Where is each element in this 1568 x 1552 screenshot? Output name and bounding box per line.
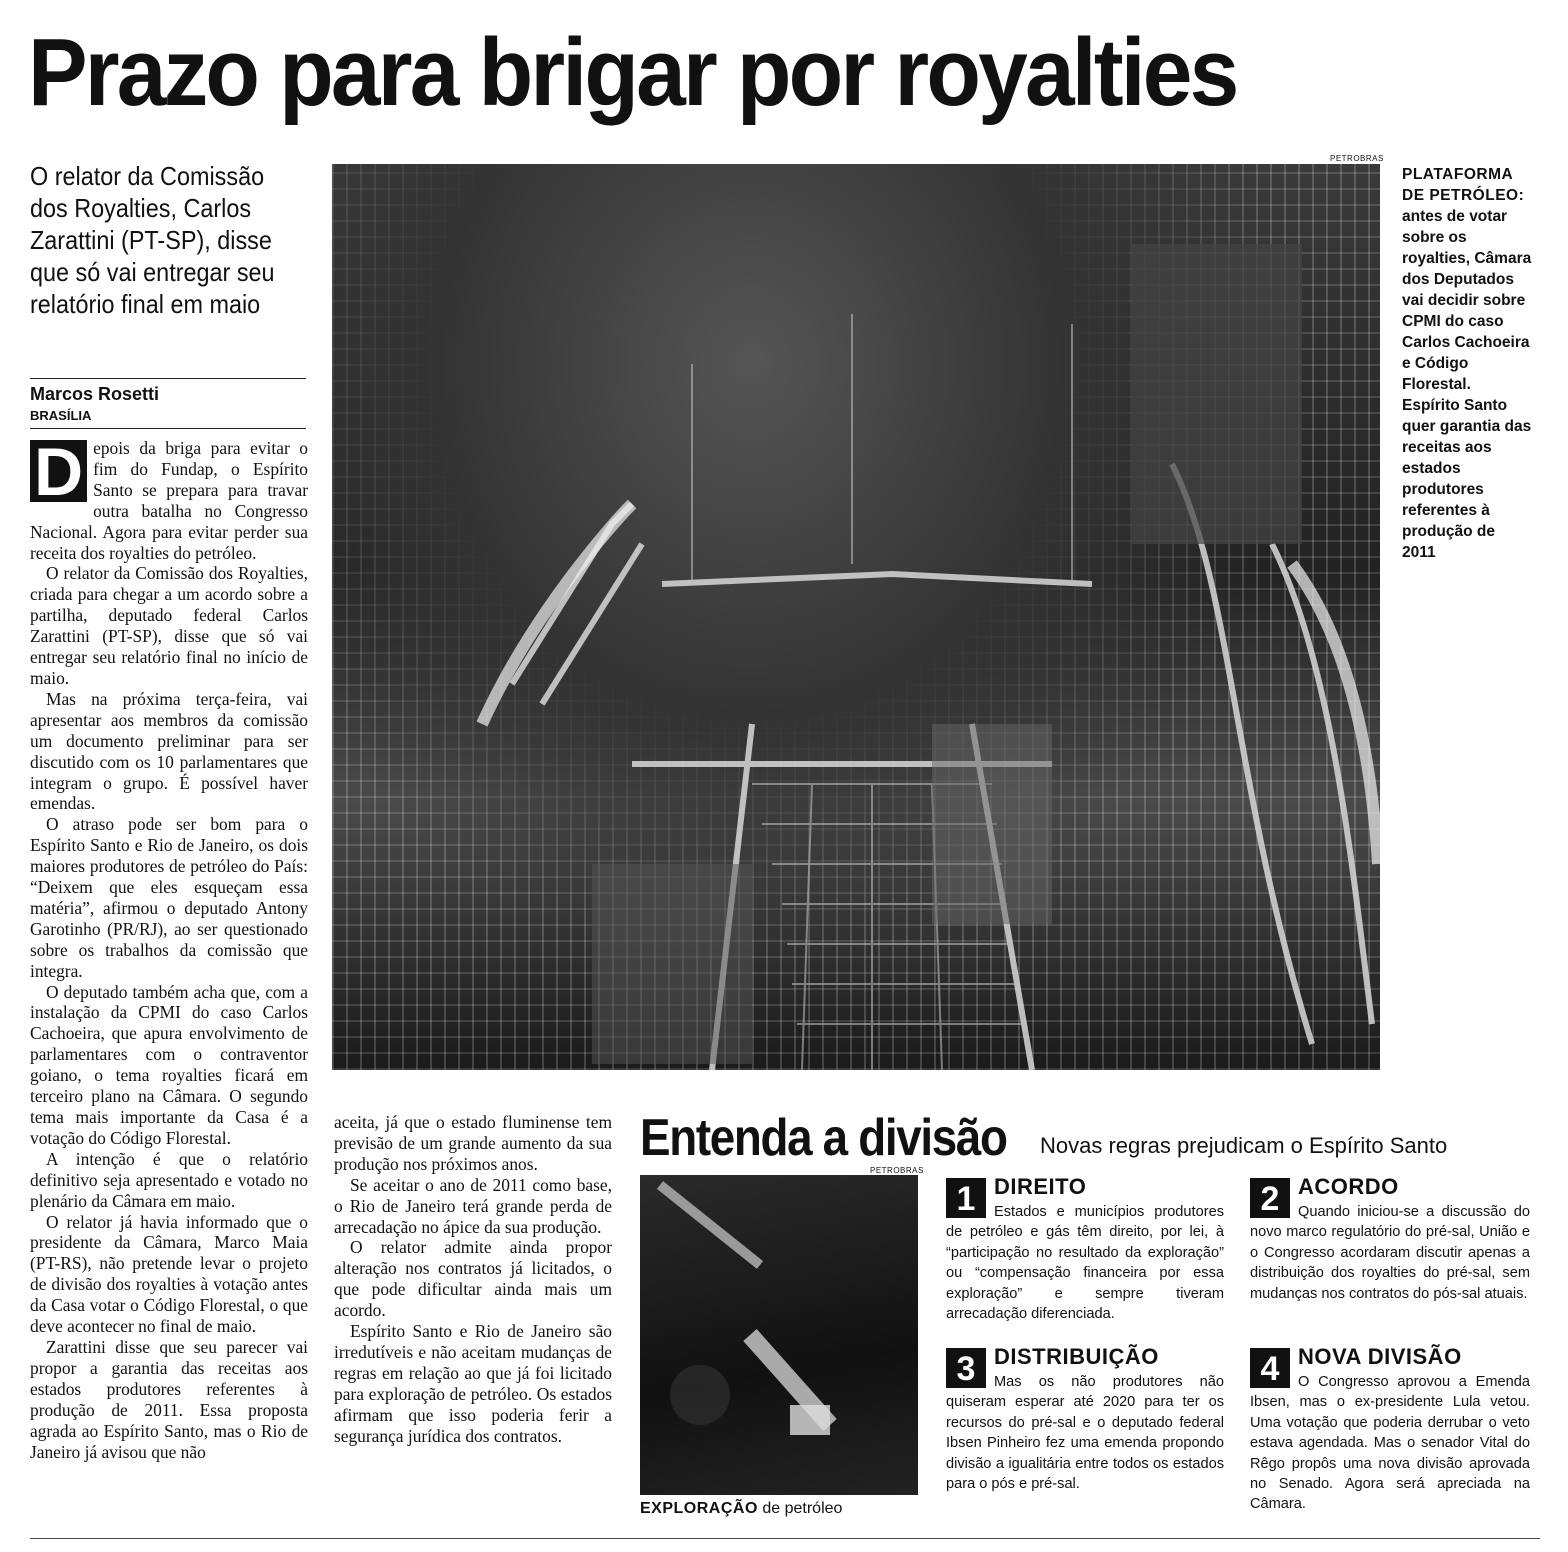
exploration-photo — [640, 1175, 918, 1495]
photo-caption-text: antes de votar sobre os royalties, Câmara dos Deputados vai decidir sobre CPMI do caso Carlos Cachoeira e Código Florestal. Espírito Santo quer garantia das receitas aos estados produtores referentes à produção de 2011 — [1402, 208, 1532, 561]
box-title: Entenda a divisão — [640, 1109, 1007, 1167]
box-photo-caption: EXPLORAÇÃO de petróleo — [640, 1500, 843, 1517]
box-item-direito — [946, 1174, 1224, 1324]
headline: Prazo para brigar por royalties — [28, 19, 1237, 126]
byline-dateline: BRASÍLIA — [30, 408, 92, 423]
photo-caption — [1402, 164, 1532, 563]
platform-structure-graphic — [332, 164, 1380, 1070]
byline-author: Marcos Rosetti — [30, 384, 160, 404]
item-number: 2 — [1250, 1178, 1290, 1218]
photo-credit: PETROBRAS — [1330, 154, 1384, 163]
platform-photo — [332, 164, 1380, 1070]
item-heading: DISTRIBUIÇÃO — [994, 1344, 1159, 1369]
article-paragraph: aceita, já que o estado fluminense tem previsão de um grande aumento da sua produção nos próximos anos. — [334, 1112, 612, 1174]
item-heading: NOVA DIVISÃO — [1298, 1344, 1462, 1369]
byline-rule — [30, 428, 306, 429]
article-paragraph: Se aceitar o ano de 2011 como base, o Rio de Janeiro terá grande perda de arrecadação no ápice da sua produção. — [334, 1174, 612, 1237]
deck-subtitle: O relator da Comissão dos Royalties, Carlos Zarattini (PT-SP), disse que só vai entregar seu relatório final em maio — [30, 161, 275, 319]
box-item-acordo — [1250, 1174, 1530, 1304]
exploration-graphic — [640, 1175, 918, 1495]
article-paragraph: Mas na próxima terça-feira, vai apresentar aos membros da comissão um documento preliminar para ser discutido com os 10 parlamentares que integram o grupo. É possível haver emendas. — [30, 688, 308, 814]
item-number: 4 — [1250, 1348, 1290, 1388]
item-heading: ACORDO — [1298, 1174, 1399, 1199]
article-paragraph: O relator já havia informado que o presidente da Câmara, Marco Maia (PT-RS), não pretende levar o projeto de divisão dos royalties à votação antes da Casa votar o Código Florestal, o que deve acontecer no final de maio. — [30, 1211, 308, 1337]
deck-rule — [30, 378, 306, 379]
article-paragraph: O deputado também acha que, com a instalação da CPMI do caso Carlos Cachoeira, que apura envolvimento de parlamentares com o contraventor goiano, o tema royalties ficará em terceiro plano na Câmara. O segundo tema mais importante da Casa é a votação do Código Florestal. — [30, 981, 308, 1148]
photo-caption-lead: PLATAFORMA DE PETRÓLEO: — [1402, 166, 1525, 204]
article-paragraph: Zarattini disse que seu parecer vai propor a garantia das receitas aos estados produtores referentes à produção de 2011. Essa proposta agrada ao Espírito Santo, mas o Rio de Janeiro já avisou que não — [30, 1336, 308, 1462]
box-item-distribuicao — [946, 1344, 1224, 1494]
article-paragraph: Espírito Santo e Rio de Janeiro são irredutíveis e não aceitam mudanças de regras em relação ao que já foi licitado para exploração de petróleo. Os estados afirmam que isso poderia ferir a segurança jurídica dos contratos. — [334, 1321, 612, 1446]
box-photo-credit: PETROBRAS — [870, 1166, 924, 1175]
article-column-1 — [30, 434, 308, 1462]
box-item-nova-divisao — [1250, 1344, 1530, 1515]
article-column-2 — [334, 1112, 612, 1447]
item-number: 3 — [946, 1348, 986, 1388]
item-body: Mas os não produtores não quiseram esperar até 2020 para ter os recursos do pré-sal e o deputado federal Ibsen Pinheiro fez uma emenda propondo divisão a igualitária entre todos os estados para o pós e pré-sal. — [946, 1374, 1224, 1493]
drop-cap: D — [30, 440, 87, 502]
article-paragraph: A intenção é que o relatório definitivo seja apresentado e votado no plenário da Câmara em maio. — [30, 1148, 308, 1211]
item-body: O Congresso aprovou a Emenda Ibsen, mas o ex-presidente Lula vetou. Uma votação que poderia derrubar o veto estava agendada. Mas o senador Vital do Rêgo propôs uma nova divisão aprovada no Senado. Agora será apreciada na Câmara. — [1250, 1374, 1530, 1513]
item-heading: DIREITO — [994, 1174, 1087, 1199]
article-paragraph: O atraso pode ser bom para o Espírito Santo e Rio de Janeiro, os dois maiores produtores de petróleo do País: “Deixem que eles esqueçam essa matéria”, afirmou o deputado Antony Garotinho (PR/RJ), ao ser questionado sobre os trabalhos da comissão que integra. — [30, 814, 308, 981]
page-bottom-rule — [30, 1538, 1540, 1539]
item-body: Quando iniciou-se a discussão do novo marco regulatório do pré-sal, União e o Congresso acordaram discutir apenas a distribuição dos royalties do pré-sal, sem mudanças nos contratos do pós-sal atuais. — [1250, 1204, 1530, 1302]
article-paragraph: O relator admite ainda propor alteração nos contratos já licitados, o que pode dificultar ainda mais um acordo. — [334, 1237, 612, 1321]
item-body: Estados e municípios produtores de petróleo e gás têm direito, por lei, à “participação no resultado da exploração” ou “compensação financeira por essa exploração” e sempre tiveram arrecadação diferenciada. — [946, 1204, 1224, 1323]
item-number: 1 — [946, 1178, 986, 1218]
article-paragraph: O relator da Comissão dos Royalties, criada para chegar a um acordo sobre a partilha, deputado federal Carlos Zarattini (PT-SP), disse que só vai entregar seu relatório final no início de maio. — [30, 563, 308, 688]
article-paragraph: D epois da briga para evitar o fim do Fundap, o Espírito Santo se prepara para travar outra batalha no Congresso Nacional. Agora para evitar perder sua receita dos royalties do petróleo. — [30, 434, 308, 563]
box-subtitle: Novas regras prejudicam o Espírito Santo — [1040, 1133, 1448, 1158]
